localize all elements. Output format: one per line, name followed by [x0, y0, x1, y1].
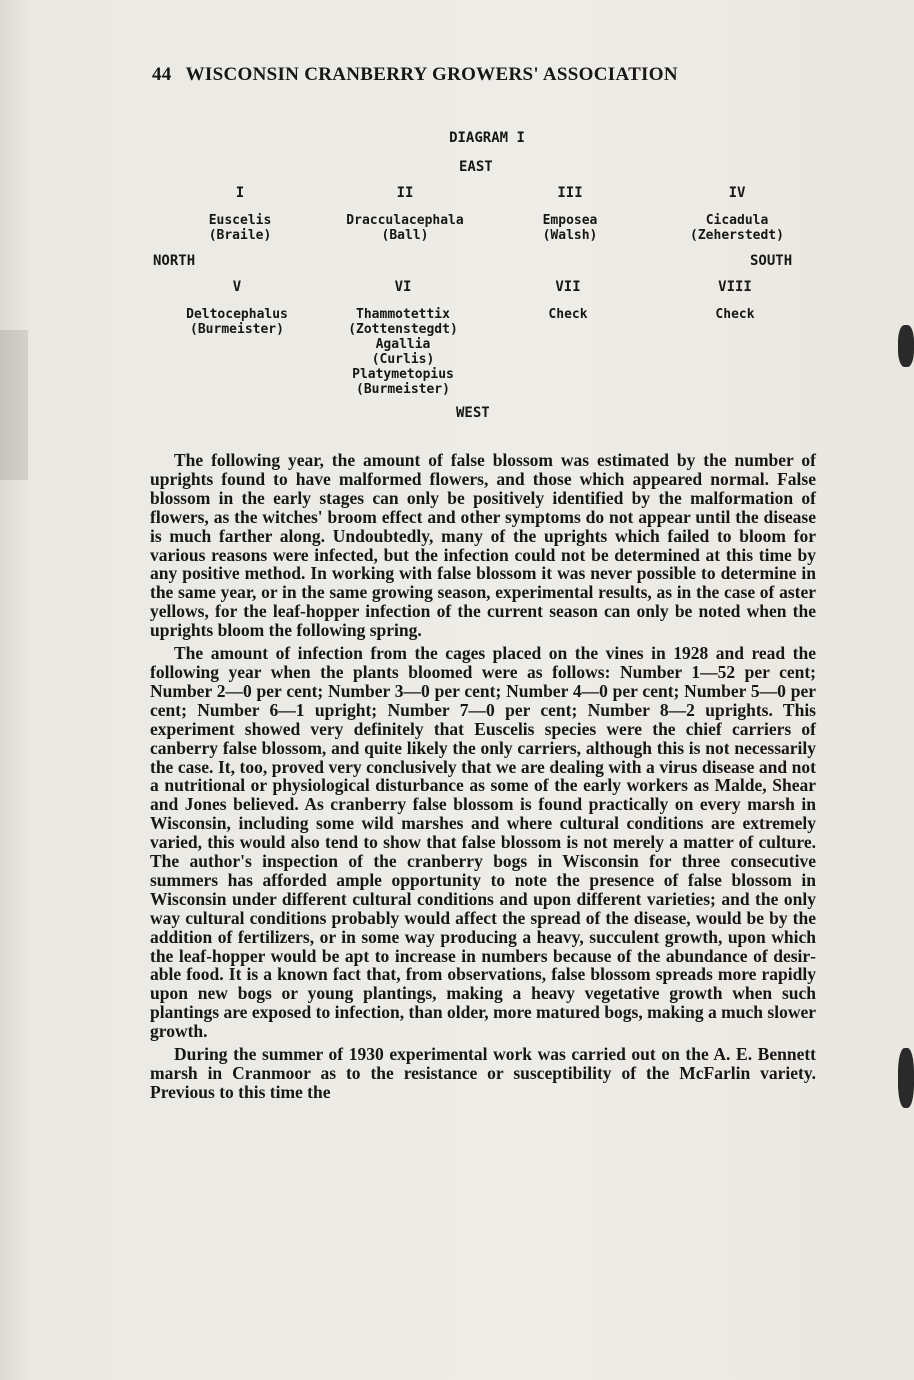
plot-line: Deltocephalus: [186, 307, 288, 322]
plot-line: Platymetopius: [352, 367, 454, 382]
plot-line: (Ball): [381, 228, 429, 243]
plot-line: Emposea: [542, 213, 598, 228]
plot-numeral: I: [235, 185, 245, 201]
plot-line: Thammotettix: [356, 307, 450, 322]
diagram-title: DIAGRAM I: [449, 130, 525, 146]
body-text: [150, 451, 816, 1106]
plot-numeral: III: [557, 185, 583, 201]
binding-shadow: [0, 330, 28, 480]
plot-line: Check: [548, 307, 588, 322]
plot-line: Euscelis: [208, 213, 272, 228]
paragraph: The amount of infection from the cages placed on the vines in 1928 and read the following year when the plants bloomed were as follows: Number 1—52 per cent; Number 2—0 per cent; Number 3—0 per cent; Number 4—0 per cent; Number 5—0 per cent; Number 6—1 upright; Number 7—0 per cent; Number 8—2 uprights. This experiment showed very definitely that Euscelis species were the chief carriers of canberry false blossom, and quite likely the only carriers, although this is not necessarily the case. It, too, proved very conclusively that we are dealing with a virus disease and not a nutritional or physiological disturbance as some of the early workers as Malde, Shear and Jones believed. As cranberry false blossom is found practically on every marsh in Wisconsin, including some wild marshes and where cultural conditions are extremely varied, this would also tend to show that false blossom is not merely a matter of culture. The author's inspection of the cranberry bogs in Wisconsin for three consecutive summers has afforded ample opportunity to note the presence of false blossom in Wisconsin under different cultural conditions and upon different varieties; and the only way cultural conditions probably would affect the spread of the disease, would be by the addition of fertilizers, or in some way producing a heavy, succulent growth, upon which the leaf-hopper would be apt to increase in numbers because of the abundance of desirable food. It is a known fact that, from observations, false blossom spreads more rapidly upon new bogs or young plantings, making a heavy vegetative growth when such plantings are exposed to infection, than older, more matured bogs, making a much slower growth.: [150, 643, 816, 1042]
plot-line: (Curlis): [371, 352, 435, 367]
direction-west: WEST: [456, 405, 490, 421]
plot-numeral: VIII: [718, 279, 752, 295]
plot-line: (Burmeister): [190, 322, 284, 337]
plot-cell: [635, 280, 835, 322]
page-edge-mark: [898, 1048, 914, 1108]
paragraph: During the summer of 1930 experimental work was carried out on the A. E. Bennett marsh in Cranmoor as to the resistance or susceptibility of the McFarlin variety. Previous to this time the: [150, 1044, 816, 1102]
plot-numeral: IV: [728, 185, 746, 201]
plot-line: Cicadula: [705, 213, 769, 228]
plot-line: Agallia: [375, 337, 431, 352]
plot-line: (Zeherstedt): [690, 228, 784, 243]
plot-line: (Braile): [208, 228, 272, 243]
plot-cell: [637, 186, 837, 243]
plot-numeral: V: [232, 279, 242, 295]
page-edge-mark: [898, 325, 914, 367]
direction-north: NORTH: [153, 253, 196, 269]
direction-east: EAST: [459, 159, 493, 175]
plot-numeral: VI: [394, 279, 412, 295]
running-header: [152, 64, 792, 86]
plot-numeral: II: [396, 185, 414, 201]
plot-line: Check: [715, 307, 755, 322]
plot-numeral: VII: [555, 279, 581, 295]
paragraph: The following year, the amount of false blossom was estimated by the number of uprights found to have malformed flowers, and those which appeared normal. False blossom in the early stages can only be positively identified by the malformation of flowers, as the witches' broom effect and other symptoms do not appear until the disease is much farther along. Undoubtedly, many of the uprights which failed to bloom for various reasons were infected, but the infection could not be determined at this time by any positive method. In working with false blossom it was never possible to determine in the same year, or in the same growing season, experimental results, as in the case of aster yellows, for the leaf-hopper infection of the current season can only be noted when the uprights bloom the following spring.: [150, 450, 816, 641]
plot-line: (Burmeister): [356, 382, 450, 397]
plot-line: (Zottenstegdt): [348, 322, 458, 337]
plot-line: Dracculacephala: [346, 213, 464, 228]
plot-line: (Walsh): [542, 228, 598, 243]
running-title: WISCONSIN CRANBERRY GROWERS' ASSOCIATION: [185, 64, 678, 85]
direction-south: SOUTH: [750, 253, 793, 269]
page-number: 44: [152, 64, 172, 85]
